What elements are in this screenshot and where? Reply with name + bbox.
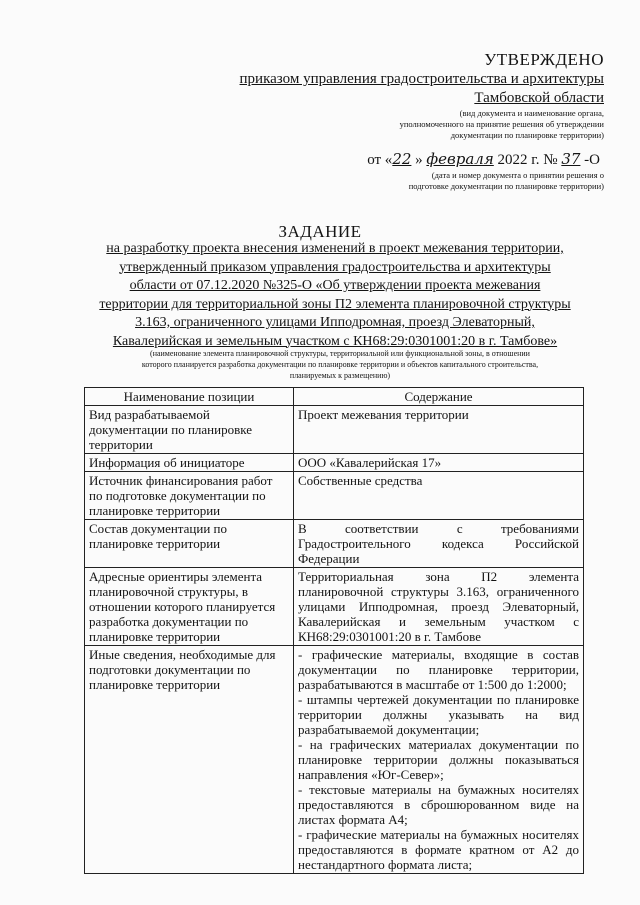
row-value <box>294 568 584 646</box>
date-note-1: (дата и номер документа о принятии решения о <box>431 170 604 180</box>
order-date-line <box>280 150 600 169</box>
row-value <box>294 454 584 472</box>
date-mid: » <box>411 152 427 168</box>
table-row <box>85 646 584 874</box>
approval-heading: УТВЕРЖДЕНО <box>484 50 604 69</box>
row-name: Вид разрабатываемой документации по планировке территории <box>85 406 294 454</box>
requirement-item: - графические материалы, входящие в состав документации по планировке территории, разрабатываются в масштабе от 1:500 до 1:2000; <box>298 647 579 692</box>
task-line-3: области от 07.12.2020 №325-О «Об утверждении проекта межевания <box>129 278 541 293</box>
approval-note-2: уполномоченного на принятие решения об утверждении <box>399 119 604 129</box>
date-note <box>364 170 604 192</box>
row-value-text: Собственные средства <box>298 473 423 488</box>
approval-block <box>204 50 604 141</box>
table-row <box>85 472 584 520</box>
requirement-item: - графические материалы на бумажных носителях предоставляются в формате кратном от А2 до нестандартного формата листа; <box>298 827 579 872</box>
task-line-5: 3.163, ограниченного улицами Ипподромная, проезд Элеваторный, <box>135 315 535 330</box>
task-title: ЗАДАНИЕ <box>278 222 362 241</box>
date-day: 22 <box>392 150 412 168</box>
row-value <box>294 472 584 520</box>
row-value <box>294 520 584 568</box>
approval-line-1: приказом управления градостроительства и архитектуры <box>239 71 604 87</box>
table-header-row <box>85 388 584 406</box>
task-line-2: утвержденный приказом управления градостроительства и архитектуры <box>119 259 551 275</box>
requirement-item: - текстовые материалы на бумажных носителях предоставляются в сброшюрованном виде на листах формата А4; <box>298 782 579 827</box>
requirement-item: - на графических материалах документации по планировке территории должны показываться направления «Юг-Север»; <box>298 737 579 782</box>
row-value-text: В соответствии с требованиями Градостроительного кодекса Российской Федерации <box>298 521 579 566</box>
date-year: 2022 г. № <box>493 152 562 168</box>
approval-note-3: документации по планировке территории) <box>450 130 604 140</box>
row-value-text: Проект межевания территории <box>298 407 469 422</box>
approval-note-1: (вид документа и наименование органа, <box>459 108 604 118</box>
table-row <box>85 406 584 454</box>
row-name: Адресные ориентиры элемента планировочной структуры, в отношении которого планируется разработка документации по планировке территории <box>85 568 294 646</box>
table-row <box>85 520 584 568</box>
row-name: Информация об инициаторе <box>85 454 294 472</box>
row-value-text: Территориальная зона П2 элемента планировочной структуры 3.163, ограниченного улицами Ипподромная, проезд Элеваторный, Кавалерийская и земельным участком с КН68:29:0301001:20 в г. Тамбове <box>298 569 579 644</box>
row-name: Состав документации по планировке территории <box>85 520 294 568</box>
task-table <box>84 387 584 874</box>
task-note-2: которого планируется разработка документации по планировке территории и объектов капитального строительства, <box>141 360 539 369</box>
order-number: 37 <box>561 150 581 168</box>
task-note <box>80 348 600 381</box>
requirement-item: - штампы чертежей документации по планировке территории должны указывать на вид разрабатываемой документации; <box>298 692 579 737</box>
task-line-6: Кавалерийская и земельным участком с КН68:29:0301001:20 в г. Тамбове» <box>112 333 558 349</box>
order-suffix: -О <box>580 152 600 168</box>
row-value <box>294 406 584 454</box>
row-name: Источник финансирования работ по подготовке документации по планировке территории <box>85 472 294 520</box>
task-note-3: планируемых к размещению) <box>289 371 391 380</box>
row-value <box>294 646 584 874</box>
task-subject <box>70 240 600 351</box>
header-position: Наименование позиции <box>85 388 294 406</box>
date-month: февраля <box>426 150 494 168</box>
date-note-2: подготовке документации по планировке территории) <box>408 181 604 191</box>
row-value-text: ООО «Кавалерийская 17» <box>298 455 442 470</box>
date-prefix: от « <box>367 152 393 168</box>
table-row <box>85 454 584 472</box>
task-line-1: на разработку проекта внесения изменений в проект межевания территории, <box>106 241 564 256</box>
header-content: Содержание <box>294 388 584 406</box>
approval-line-2: Тамбовской области <box>474 90 604 106</box>
table-row <box>85 568 584 646</box>
row-name: Иные сведения, необходимые для подготовки документации по планировке территории <box>85 646 294 874</box>
task-note-1: (наименование элемента планировочной структуры, территориальной или функциональной зоны, в отношении <box>150 349 530 358</box>
task-line-4: территории для территориальной зоны П2 элемента планировочной структуры <box>99 296 571 312</box>
